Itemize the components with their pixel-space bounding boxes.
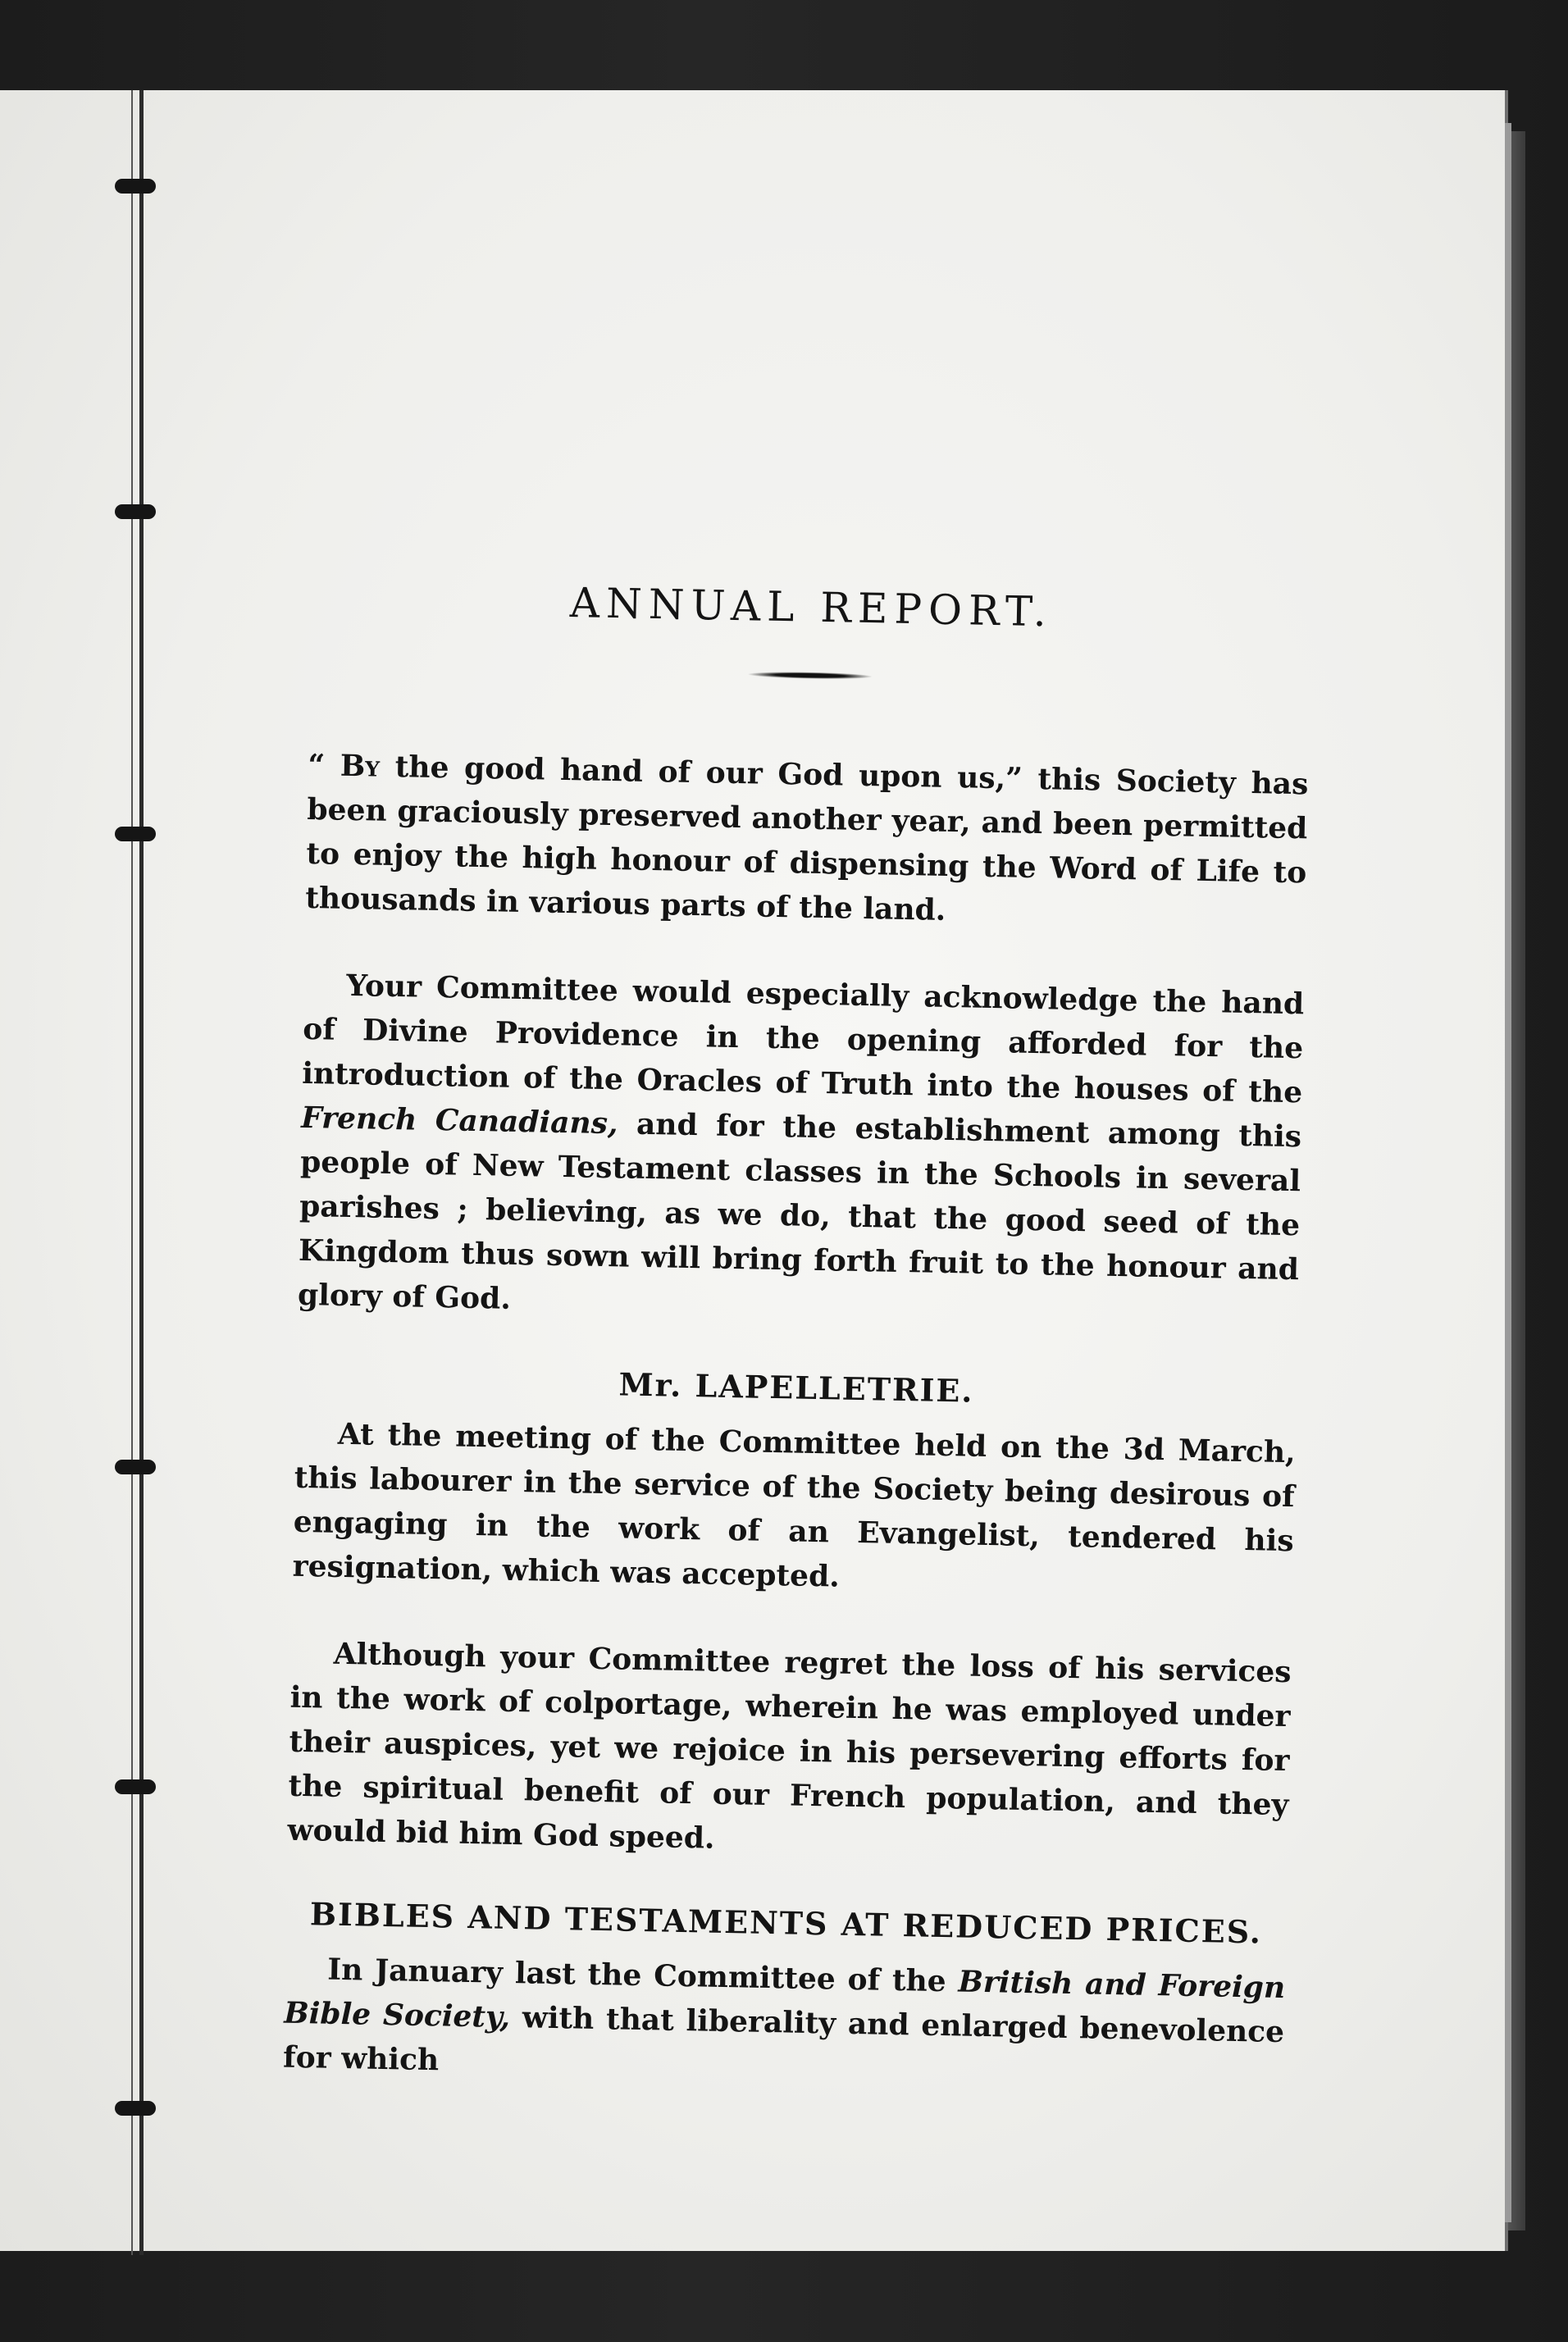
binding-stitch <box>115 1460 156 1474</box>
section-heading-bibles: BIBLES AND TESTAMENTS AT REDUCED PRICES. <box>309 1895 1263 1951</box>
paragraph-regret: Although your Committee regret the loss of his services in the work of colportage, wherein he was employed under their auspices, yet we rejoice in his persevering efforts for the spiritual benefit of our French population, and they would bid him God speed. <box>287 1636 1292 1856</box>
section-heading-lapelletrie: Mr. LAPELLETRIE. <box>618 1365 974 1410</box>
paragraph-providence <box>298 963 1305 1336</box>
binding-stitch <box>115 504 156 519</box>
paragraph-intro <box>305 743 1309 939</box>
paragraph-text: and for the establishment among this people of New Testament classes in the Schools in several parishes ; believing, as we do, that the good seed of the Kingdom thus sown will bring forth fruit to the honour and glory of God. <box>297 1106 1302 1316</box>
paragraph-text: the good hand of our God upon us,” this Society has been graciously preserved another year, and been permitted to enjoy the high honour of dispensing the Word of Life to thousands in various parts of the land. <box>305 749 1309 927</box>
paragraph-january <box>283 1947 1286 2098</box>
paragraph-text: with that liberality and enlarged benevolence for which <box>282 1999 1285 2078</box>
paragraph-lead: “ By <box>308 747 381 784</box>
binding-stitch <box>115 179 156 194</box>
paragraph-text: In January last the Committee of the <box>326 1952 959 1999</box>
binding-stitch <box>115 827 156 841</box>
page-title: ANNUAL REPORT. <box>569 579 1054 636</box>
paragraph-resignation: At the meeting of the Committee held on the 3d March, this labourer in the service of the Society being desirous of engaging in the work of an Evangelist, tendered his resignation, which was accepted. <box>292 1416 1297 1594</box>
paragraph-italic: British and Foreign Bible Society, <box>283 1964 1286 2034</box>
title-ornament-rule <box>749 671 872 680</box>
binding-stitch <box>115 2101 156 2116</box>
paragraph-text: Your Committee would especially acknowledge the hand of Divine Providence in the opening afforded for the introduction of the Oracles of Truth into the houses of the <box>301 968 1305 1110</box>
binding-stitch <box>115 1779 156 1794</box>
report-text <box>282 574 1312 2141</box>
binding-fold <box>131 90 133 2255</box>
binding-thread <box>139 90 144 2255</box>
page-edge <box>1505 123 1511 2222</box>
paragraph-italic: French Canadians, <box>300 1100 618 1141</box>
